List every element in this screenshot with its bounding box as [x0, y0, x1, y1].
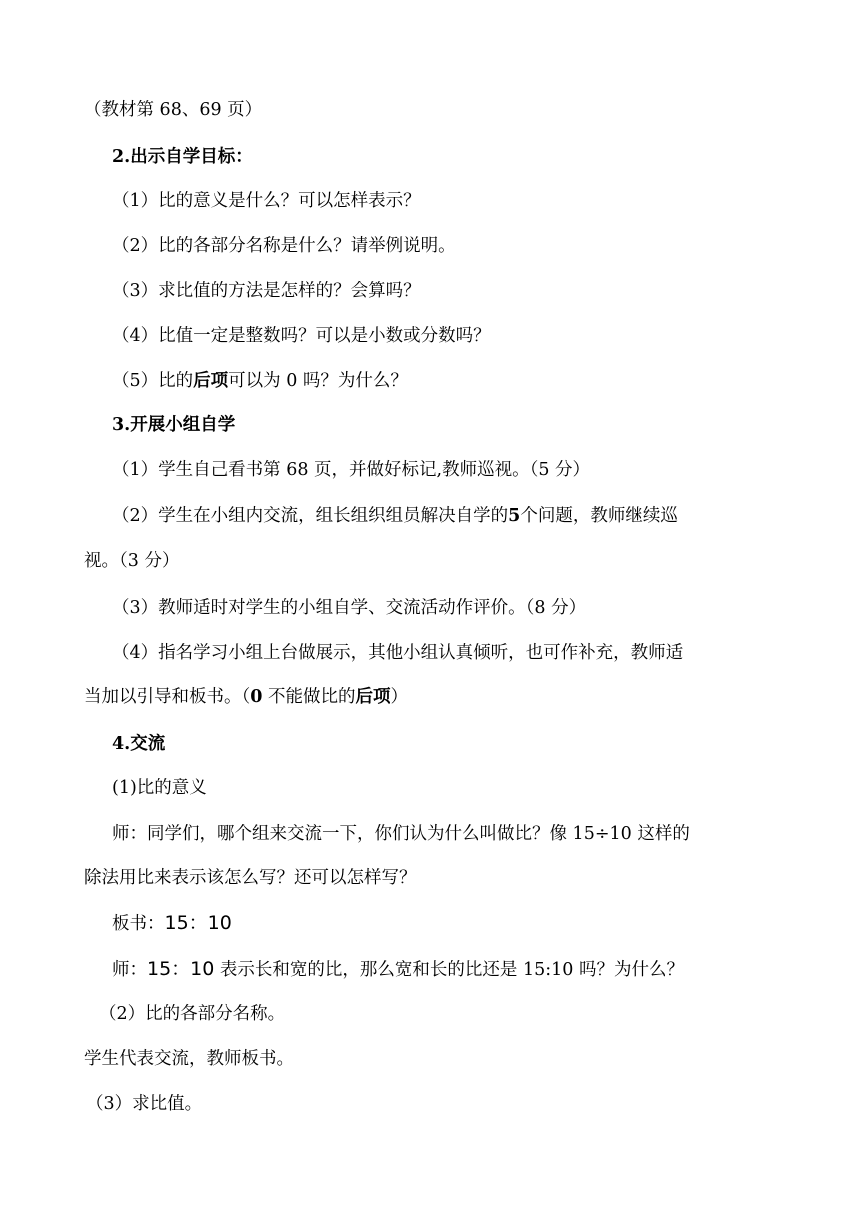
activity-4-line-1: （4）指名学习小组上台做展示，其他小组认真倾听，也可作补充，教师适 [112, 643, 684, 663]
activity-1: （1）学生自己看书第 68 页，并做好标记,教师巡视。（5 分） [112, 460, 591, 480]
activity-4-close: ） [390, 687, 408, 707]
teacher-prefix: 师： [112, 960, 147, 980]
activity-3: （3）教师适时对学生的小组自学、交流活动作评价。（8 分） [112, 598, 587, 618]
activity-2-line-1 [112, 504, 678, 528]
board-writing-1 [112, 911, 232, 936]
activity-2-line-2: 视。（3 分） [84, 551, 180, 571]
goal-2: （2）比的各部分名称是什么？请举例说明。 [112, 236, 456, 256]
teacher-question: 表示长和宽的比，那么宽和长的比还是 15:10 吗？为什么？ [214, 960, 684, 980]
goal-5 [112, 369, 408, 393]
board-ratio: 15：10 [164, 912, 232, 934]
activity-2-text-start: （2）学生在小组内交流，组长组织组员解决自学的 [112, 506, 509, 526]
textbook-reference: （教材第 68、69 页） [84, 100, 263, 120]
sub-heading-3: （3）求比值。 [86, 1094, 203, 1114]
activity-2-text-end: 个问题，教师继续巡 [520, 506, 678, 526]
teacher-line-1b: 除法用比来表示该怎么写？还可以怎样写？ [84, 868, 417, 888]
section-2-heading: 2.出示自学目标： [112, 147, 253, 167]
sub-heading-1: (1)比的意义 [112, 778, 207, 798]
teacher-line-1a: 师：同学们，哪个组来交流一下，你们认为什么叫做比？像 15÷10 这样的 [112, 824, 690, 844]
sub-heading-2: （2）比的各部分名称。 [99, 1004, 286, 1024]
section-4-heading: 4.交流 [112, 734, 166, 754]
activity-4-note: 不能做比的 [262, 687, 356, 707]
activity-4-zero: 0 [250, 687, 263, 707]
board-label: 板书： [112, 914, 165, 934]
goal-4: （4）比值一定是整数吗？可以是小数或分数吗？ [112, 326, 491, 346]
student-exchange: 学生代表交流，教师板书。 [84, 1049, 294, 1069]
goal-5-start: （5）比的 [112, 371, 194, 391]
section-3-heading: 3.开展小组自学 [112, 415, 236, 435]
goal-3: （3）求比值的方法是怎样的？会算吗？ [112, 281, 421, 301]
teacher-ratio: 15：10 [147, 958, 215, 980]
activity-4-text: 当加以引导和板书。（ [84, 687, 251, 707]
activity-4-line-2 [84, 685, 408, 709]
goal-5-bold-term: 后项 [193, 371, 229, 391]
teacher-line-2 [112, 957, 684, 982]
goal-1: （1）比的意义是什么？可以怎样表示？ [112, 191, 421, 211]
activity-4-bold-term: 后项 [355, 687, 391, 707]
activity-2-number: 5 [508, 506, 521, 526]
goal-5-end: 可以为 0 吗？为什么？ [228, 371, 408, 391]
